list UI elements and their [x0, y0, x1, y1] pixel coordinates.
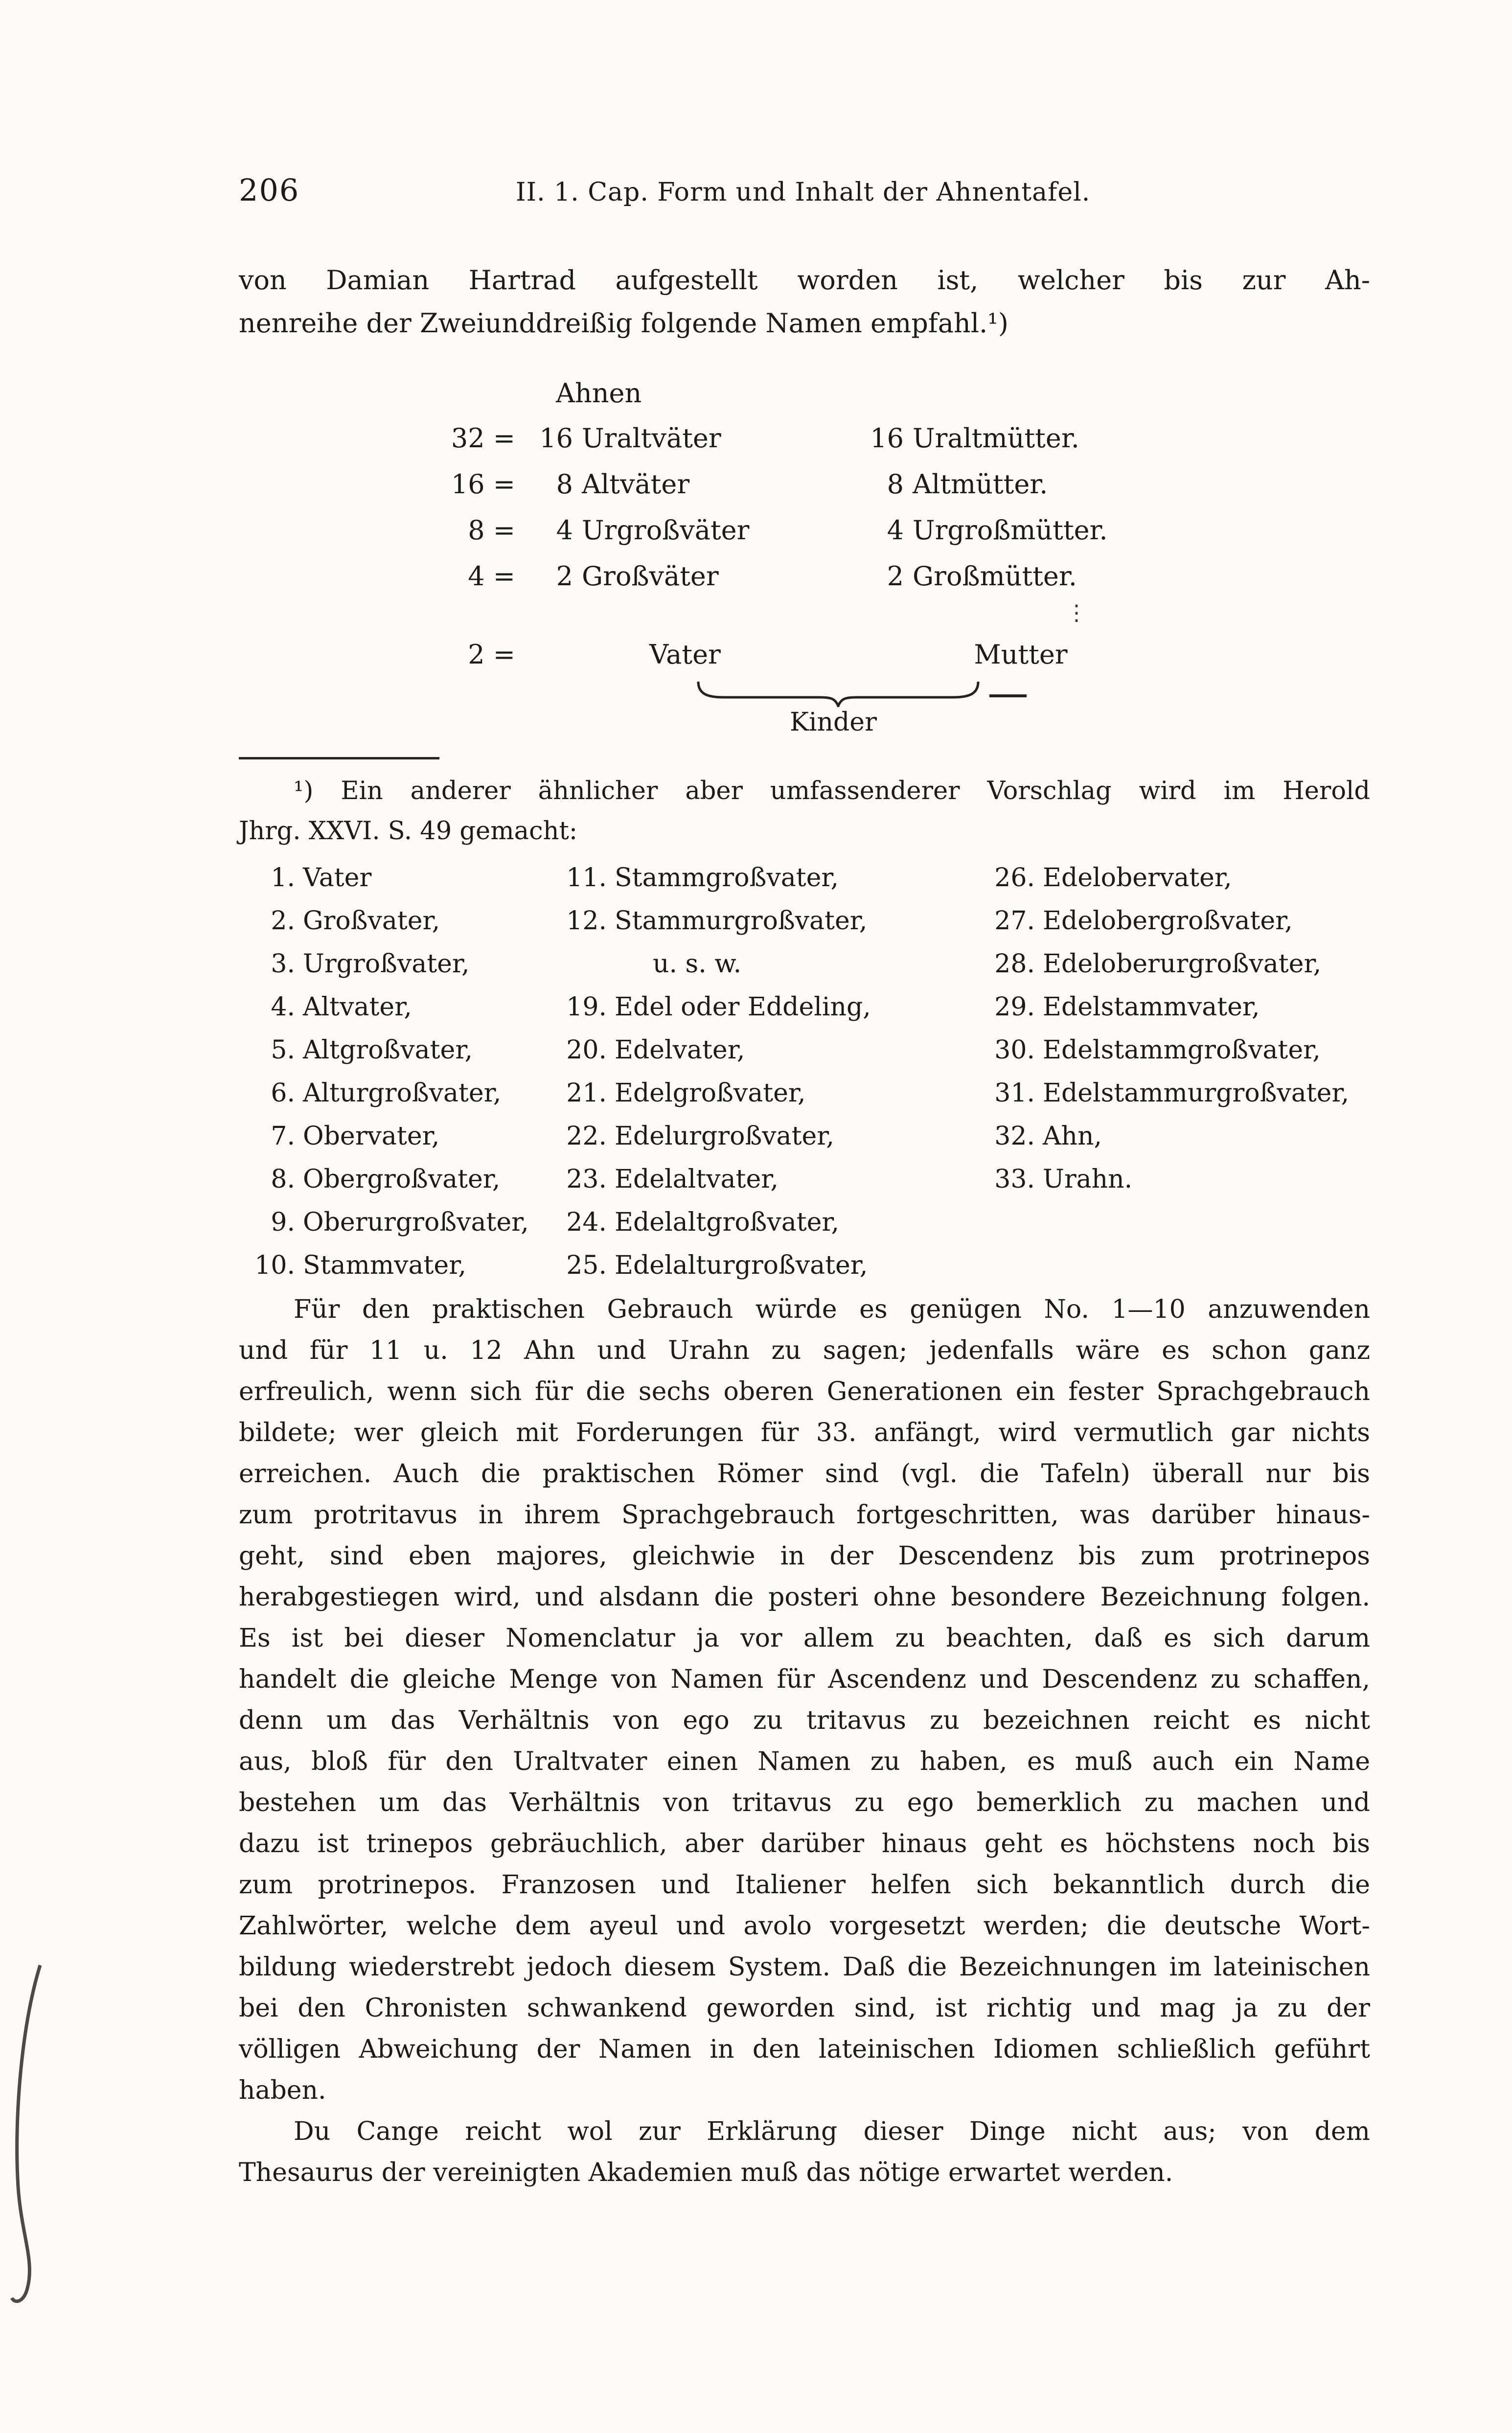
list-number: 4.	[271, 992, 295, 1022]
list-label: Ahn,	[1043, 1122, 1102, 1151]
text-line: zum protritavus in ihrem Sprachgebrauch fortgeschritten, was darüber hinaus-	[239, 1500, 1370, 1530]
list-label: Edelalturgroßvater,	[615, 1251, 868, 1280]
vertical-ellipsis: ⋮	[1066, 600, 1087, 625]
list-label	[1040, 1201, 1370, 1244]
list-label: Obervater,	[303, 1122, 440, 1151]
text-line: Zahlwörter, welche dem ayeul und avolo vorgesetzt werden; die deutsche Wort-	[239, 1911, 1370, 1941]
list-label: Stammvater,	[303, 1251, 466, 1280]
generation-count-cell: 2 =	[468, 639, 515, 670]
count-cell: 16	[539, 423, 573, 454]
text-line: Thesaurus der vereinigten Akademien muß das nötige erwartet werden.	[239, 2158, 1173, 2187]
text-line: herabgestiegen wird, und alsdann die posteri ohne besondere Bezeichnung folgen.	[239, 1583, 1370, 1612]
list-row	[253, 942, 1370, 986]
table-row	[376, 415, 1370, 461]
page-number: 206	[239, 172, 300, 208]
text-line: bildete; wer gleich mit Forderungen für 33. anfängt, wird vermutlich gar nichts	[239, 1418, 1370, 1447]
list-number: 22.	[566, 1122, 607, 1151]
list-label: Stammgroßvater,	[615, 863, 839, 893]
list-row	[253, 899, 1370, 942]
list-number: 32.	[994, 1122, 1035, 1151]
text-line: völligen Abweichung der Namen in den lateinischen Idiomen schließlich geführt haben.	[239, 2035, 1370, 2105]
text-line: denn um das Verhältnis von ego zu tritavus zu bezeichnen reicht es nicht	[239, 1706, 1370, 1735]
list-label: Edelstammurgroßvater,	[1043, 1079, 1350, 1108]
maternal-ancestor-cell: Uraltmütter.	[913, 423, 1079, 454]
list-label: Urgroßvater,	[303, 949, 470, 979]
margin-pen-mark	[5, 1962, 64, 2315]
list-number: 23.	[566, 1165, 607, 1194]
list-label: u. s. w.	[615, 949, 742, 979]
list-number: 3.	[271, 949, 295, 979]
list-row	[253, 1029, 1370, 1072]
brace-area	[239, 678, 1370, 751]
list-label: Edelstammvater,	[1043, 992, 1260, 1022]
father-cell: Vater	[649, 639, 721, 670]
list-label: Altvater,	[303, 992, 412, 1022]
text-line: Für den praktischen Gebrauch würde es genügen No. 1—10 anzuwenden	[294, 1295, 1370, 1324]
children-label: Kinder	[790, 708, 877, 737]
list-number: 6.	[271, 1079, 295, 1108]
maternal-ancestor-cell: Altmütter.	[913, 469, 1048, 500]
list-number: 25.	[566, 1251, 607, 1280]
count-cell: 4	[887, 515, 904, 546]
list-label: Edelgroßvater,	[615, 1079, 806, 1108]
text-line: nenreihe der Zweiunddreißig folgende Namen empfahl.¹)	[239, 308, 1008, 339]
list-number: 11.	[566, 863, 607, 893]
text-line: erreichen. Auch die praktischen Römer sind (vgl. die Tafeln) überall nur bis	[239, 1459, 1370, 1489]
list-number: 7.	[271, 1122, 295, 1151]
table-rows	[239, 415, 1370, 599]
text-line: dazu ist trinepos gebräuchlich, aber darüber hinaus geht es höchstens noch bis	[239, 1829, 1370, 1859]
list-label: Obergroßvater,	[303, 1165, 501, 1194]
list-label: Edel oder Eddeling,	[615, 992, 871, 1022]
text-line: bei den Chronisten schwankend geworden sind, ist richtig und mag ja zu der	[239, 1994, 1370, 2023]
list-row	[253, 856, 1370, 899]
list-number: 20.	[566, 1035, 607, 1065]
ancestors-table	[239, 371, 1370, 751]
list-row	[253, 1158, 1370, 1201]
list-row	[253, 1201, 1370, 1244]
list-number: 21.	[566, 1079, 607, 1108]
list-number: 2.	[271, 906, 295, 936]
list-number: 29.	[994, 992, 1035, 1022]
generation-count-cell: 8 =	[468, 515, 515, 546]
ancestor-name-list	[239, 856, 1370, 1287]
table-title: Ahnen	[556, 378, 642, 409]
page-header	[239, 172, 1370, 208]
paternal-ancestor-cell: Großväter	[582, 561, 719, 592]
list-row	[253, 986, 1370, 1029]
list-label: Edelstammgroßvater,	[1043, 1035, 1321, 1065]
list-number: 31.	[994, 1079, 1035, 1108]
generation-count-cell: 16 =	[451, 469, 515, 500]
footnote-rule	[239, 757, 439, 759]
list-row	[253, 1072, 1370, 1115]
table-row	[376, 461, 1370, 507]
text-line: aus, bloß für den Uraltvater einen Namen zu haben, es muß auch ein Name	[239, 1747, 1370, 1776]
list-number	[563, 942, 607, 986]
list-label: Edelurgroßvater,	[615, 1122, 834, 1151]
text-line: Jhrg. XXVI. S. 49 gemacht:	[239, 817, 578, 846]
text-line: handelt die gleiche Menge von Namen für Ascendenz und Descendenz zu schaffen,	[239, 1665, 1370, 1694]
list-number: 5.	[271, 1035, 295, 1065]
text-line: Es ist bei dieser Nomenclatur ja vor allem zu beachten, daß es sich darum	[239, 1624, 1370, 1653]
list-label: Edelobervater,	[1043, 863, 1232, 893]
list-number: 19.	[566, 992, 607, 1022]
paternal-ancestor-cell: Altväter	[582, 469, 690, 500]
list-label: Alturgroßvater,	[303, 1079, 502, 1108]
list-label: Vater	[303, 863, 372, 893]
table-row	[376, 507, 1370, 553]
mother-cell: Mutter	[974, 639, 1068, 670]
list-label: Stammurgroßvater,	[615, 906, 868, 936]
text-line: bildung wiederstrebt jedoch diesem System. Daß die Bezeichnungen im lateinischen	[239, 1952, 1370, 1982]
list-number: 1.	[271, 863, 295, 893]
body-paragraph	[239, 1289, 1370, 2111]
list-row	[253, 1244, 1370, 1287]
maternal-ancestor-cell: Großmütter.	[913, 561, 1077, 592]
table-row	[376, 553, 1370, 599]
text-line: zum protrinepos. Franzosen und Italiener helfen sich bekanntlich durch die	[239, 1870, 1370, 1900]
list-number: 30.	[994, 1035, 1035, 1065]
text-line: erfreulich, wenn sich für die sechs oberen Generationen ein fester Sprachgebrauch	[239, 1377, 1370, 1406]
list-number: 10.	[254, 1251, 295, 1280]
text-line: ¹) Ein anderer ähnlicher aber umfassenderer Vorschlag wird im Herold	[294, 777, 1370, 805]
list-number: 28.	[994, 949, 1035, 979]
count-cell: 8	[887, 469, 904, 500]
list-label: Altgroßvater,	[303, 1035, 473, 1065]
list-number	[991, 1201, 1035, 1244]
list-label	[1040, 1244, 1370, 1287]
footnote-paragraph	[239, 771, 1370, 851]
text-line: geht, sind eben majores, gleichwie in der Descendenz bis zum protrinepos	[239, 1541, 1370, 1571]
list-number: 8.	[271, 1165, 295, 1194]
text-line: von Damian Hartrad aufgestellt worden ist, welcher bis zur Ah-	[239, 265, 1370, 296]
list-label: Edelaltgroßvater,	[615, 1208, 840, 1237]
paternal-ancestor-cell: Urgroßväter	[582, 515, 750, 546]
generation-count-cell: 4 =	[468, 561, 515, 592]
list-label: Edelaltvater,	[615, 1165, 779, 1194]
brace-dash	[989, 694, 1027, 697]
maternal-ancestor-cell: Urgroßmütter.	[913, 515, 1108, 546]
list-number: 24.	[566, 1208, 607, 1237]
text-block	[239, 172, 1370, 2193]
list-label: Edelvater,	[615, 1035, 745, 1065]
count-cell: 2	[556, 561, 573, 592]
list-row	[253, 1115, 1370, 1158]
list-label: Urahn.	[1043, 1165, 1133, 1194]
list-number: 27.	[994, 906, 1035, 936]
text-line: bestehen um das Verhältnis von tritavus zu ego bemerklich zu machen und	[239, 1788, 1370, 1817]
closing-paragraph	[239, 2111, 1370, 2193]
list-number	[991, 1244, 1035, 1287]
count-cell: 2	[887, 561, 904, 592]
list-number: 33.	[994, 1165, 1035, 1194]
list-number: 9.	[271, 1208, 295, 1237]
paternal-ancestor-cell: Uraltväter	[582, 423, 721, 454]
text-line: und für 11 u. 12 Ahn und Urahn zu sagen; jedenfalls wäre es schon ganz	[239, 1336, 1370, 1365]
parents-row	[376, 632, 1370, 678]
intro-paragraph	[239, 259, 1370, 345]
list-number: 26.	[994, 863, 1035, 893]
count-cell: 8	[556, 469, 573, 500]
count-cell: 16	[870, 423, 904, 454]
text-line: Du Cange reicht wol zur Erklärung dieser Dinge nicht aus; von dem	[294, 2117, 1370, 2146]
count-cell: 4	[556, 515, 573, 546]
list-label: Edeloberurgroßvater,	[1043, 949, 1322, 979]
running-header: II. 1. Cap. Form und Inhalt der Ahnentafel.	[515, 178, 1091, 207]
list-label: Großvater,	[303, 906, 440, 936]
generation-count-cell: 32 =	[451, 423, 515, 454]
list-number: 12.	[566, 906, 607, 936]
list-label: Oberurgroßvater,	[303, 1208, 529, 1237]
list-label: Edelobergroßvater,	[1043, 906, 1293, 936]
